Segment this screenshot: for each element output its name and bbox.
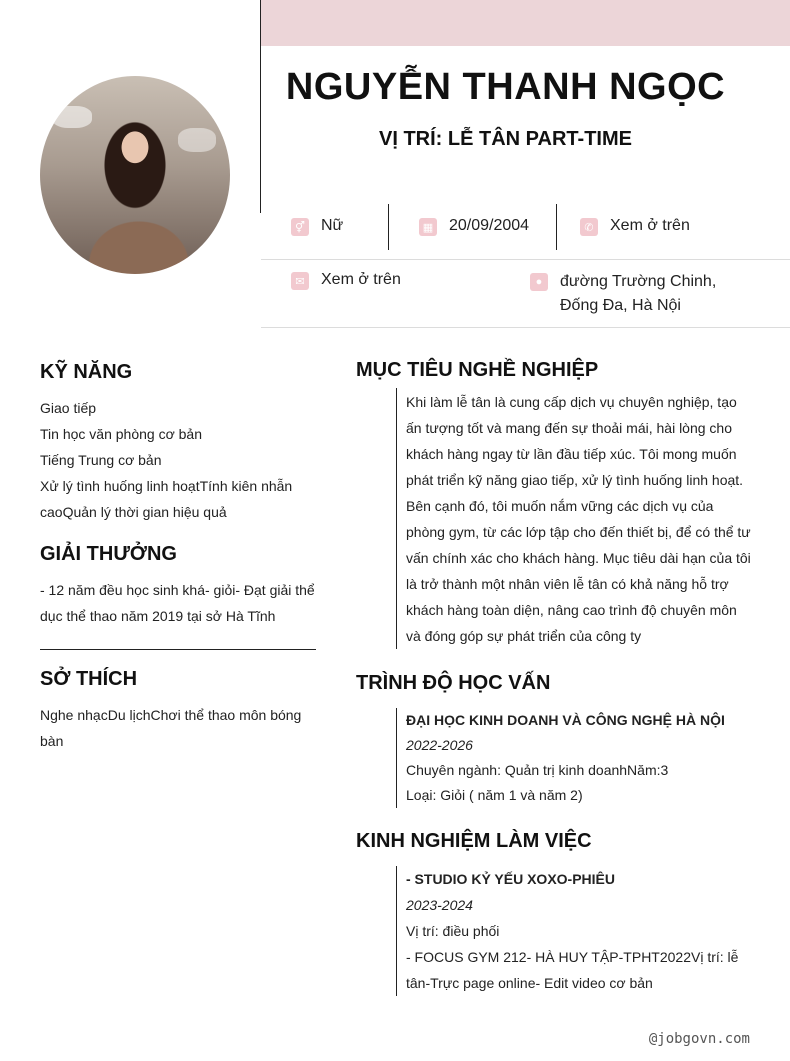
gender-value: Nữ	[321, 217, 344, 234]
header-accent-band	[261, 0, 790, 46]
section-divider	[40, 649, 316, 650]
experience-role: Vị trí: điều phối	[406, 923, 500, 939]
experience-period: 2023-2024	[406, 897, 473, 913]
skill-item: Xử lý tình huống linh hoạtTính kiên nhẫn caoQuản lý thời gian hiệu quả	[40, 478, 293, 520]
info-separator	[388, 204, 389, 250]
skills-list	[40, 395, 310, 525]
birthdate-value: 20/09/2004	[449, 217, 530, 234]
email-value: Xem ở trên	[321, 271, 401, 288]
watermark: @jobgovn.com	[648, 1031, 750, 1047]
school-name: ĐẠI HỌC KINH DOANH VÀ CÔNG NGHỆ HÀ NỘI	[406, 712, 725, 728]
education-block	[396, 708, 751, 808]
info-row-2	[261, 260, 790, 328]
info-email	[291, 271, 401, 290]
candidate-name: NGUYỄN THANH NGỌC	[285, 66, 726, 108]
education-title: TRÌNH ĐỘ HỌC VẤN	[356, 672, 551, 694]
education-major: Chuyên ngành: Quản trị kinh doanhNăm:3	[406, 762, 669, 778]
email-icon: ✉	[291, 272, 309, 290]
career-goal-text: Khi làm lễ tân là cung cấp dịch vụ chuyên nghiệp, tạo ấn tượng tốt và mang đến sự thoải mái, hài lòng cho khách hàng ngay từ lần đầu tiếp xúc. Tôi mong muốn phát triển kỹ năng giao tiếp, xử lý tình huống linh hoạt. Bên cạnh đó, tôi muốn nắm vững các dịch vụ của phòng gym, từ các lớp tập cho đến thiết bị, để có thể tư vấn chính xác cho khách hàng. Mục tiêu dài hạn của tôi là trở thành một nhân viên lễ tân có khả năng hỗ trợ khách hàng toàn diện, nâng cao trình độ chuyên môn và đóng góp sự phát triển của công ty	[396, 388, 751, 649]
info-address	[530, 270, 740, 318]
phone-icon: ✆	[580, 218, 598, 236]
gender-icon: ⚥	[291, 218, 309, 236]
experience-detail: - FOCUS GYM 212- HÀ HUY TẬP-TPHT2022Vị trí: lễ tân-Trực page online- Edit video cơ bản	[406, 949, 739, 991]
calendar-icon: ▦	[419, 218, 437, 236]
skill-item: Tiếng Trung cơ bản	[40, 452, 162, 468]
address-value: đường Trường Chinh, Đống Đa, Hà Nội	[560, 273, 717, 314]
info-gender	[291, 217, 343, 236]
info-phone	[580, 217, 690, 236]
phone-value: Xem ở trên	[610, 217, 690, 234]
info-row-1	[261, 204, 790, 260]
skills-title: KỸ NĂNG	[40, 361, 133, 383]
company-name: - STUDIO KỶ YẾU XOXO-PHIÊU	[406, 871, 615, 887]
photo-background-light	[178, 128, 216, 152]
awards-text: - 12 năm đều học sinh khá- giỏi- Đạt giải thể dục thể thao năm 2019 tại sở Hà Tĩnh	[40, 582, 315, 624]
job-position: VỊ TRÍ: LỄ TÂN PART-TIME	[379, 128, 632, 150]
skill-item: Tin học văn phòng cơ bản	[40, 426, 202, 442]
education-grade: Loại: Giỏi ( năm 1 và năm 2)	[406, 787, 583, 803]
location-icon: ●	[530, 273, 548, 291]
education-period: 2022-2026	[406, 737, 473, 753]
skill-item: Giao tiếp	[40, 400, 97, 416]
career-goal-title: MỤC TIÊU NGHỀ NGHIỆP	[356, 359, 599, 381]
hobbies-text: Nghe nhạcDu lịchChơi thể thao môn bóng bàn	[40, 707, 302, 749]
hobbies-title: SỞ THÍCH	[40, 668, 138, 690]
experience-block	[396, 866, 756, 996]
awards-title: GIẢI THƯỞNG	[40, 543, 177, 565]
info-separator	[556, 204, 557, 250]
photo-background-light	[52, 106, 92, 128]
avatar	[40, 76, 230, 274]
experience-title: KINH NGHIỆM LÀM VIỆC	[356, 830, 592, 852]
info-birthdate	[419, 217, 529, 236]
